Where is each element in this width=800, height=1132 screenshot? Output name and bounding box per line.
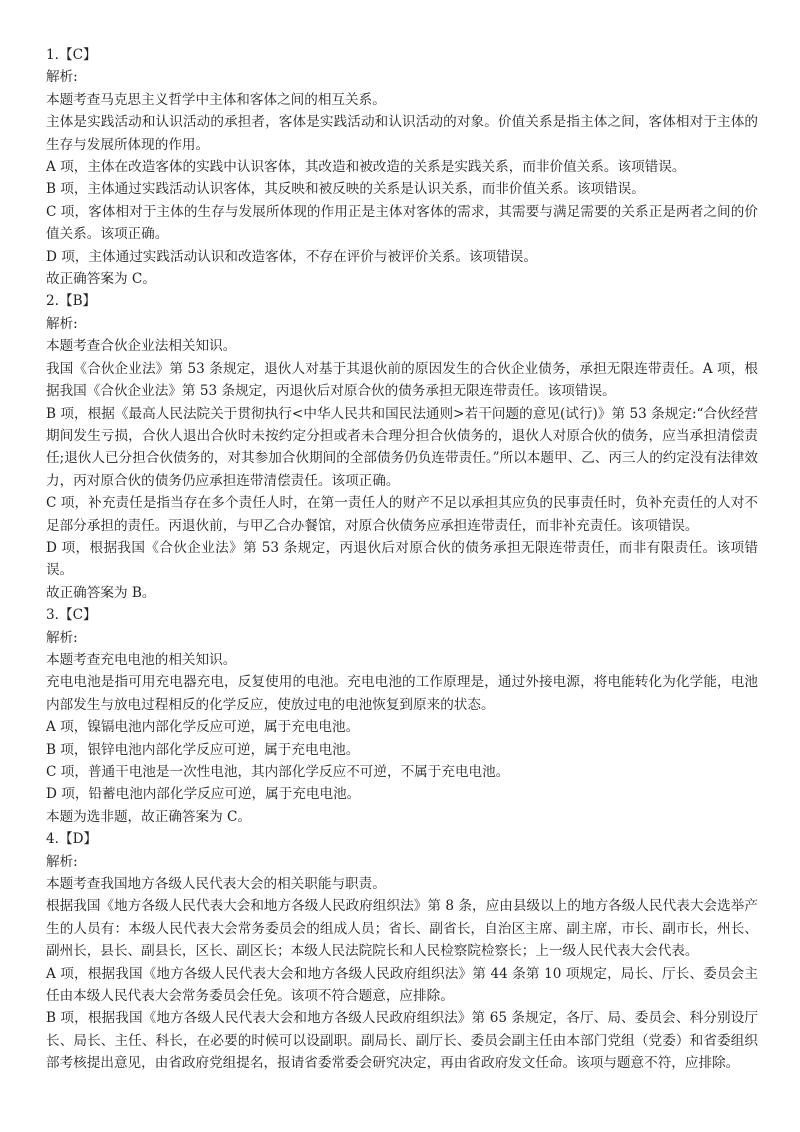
answer-document <box>46 44 758 1075</box>
question-header: 3.【C】 <box>46 607 97 624</box>
option-a-analysis: A 项，根据我国《地方各级人民代表大会和地方各级人民政府组织法》第 44 条第 10 项规定，局长、厅长、委员会主任由本级人民代表大会常务委员会任免。该项不符合题意，应排除。 <box>46 965 758 1005</box>
paragraph: 本题考查充电电池的相关知识。 <box>46 651 237 668</box>
option-d-analysis: D 项，主体通过实践活动认识和改造客体，不存在评价与被评价关系。该项错误。 <box>46 248 537 265</box>
paragraph: 根据我国《地方各级人民代表大会和地方各级人民政府组织法》第 8 条，应由县级以上的地方各级人民代表大会选举产生的人员有：本级人民代表大会常务委员会的组成人员；省长、副省长，自治区主席、副主席，市长、副市长，州长、副州长，县长、副县长，区长、副区长；本级人民法院院长和人民检察院检察长；上一级人民代表大会代表。 <box>46 898 758 960</box>
option-b-analysis: B 项，根据《最高人民法院关于贯彻执行<中华人民共和国民法通则>若干问题的意见(试行)》第 53 条规定:“合伙经营期间发生亏损，合伙人退出合伙时未按约定分担或者未合理分担合伙债务的，退伙人对原合伙的债务，应当承担清偿责任;退伙人已分担合伙债务的，对其参加合伙期间的全部债务仍负连带责任。”所以本题甲、乙、丙三人的约定没有法律效力，丙对原合伙的债务仍应承担连带清偿责任。该项正确。 <box>46 405 758 489</box>
answer-conclusion: 本题为选非题，故正确答案为 C。 <box>46 808 252 825</box>
paragraph: 本题考查我国地方各级人民代表大会的相关职能与职责。 <box>46 876 386 893</box>
question-header: 2.【B】 <box>46 293 97 310</box>
paragraph: 我国《合伙企业法》第 53 条规定，退伙人对基于其退伙前的原因发生的合伙企业债务，承担无限连带责任。A 项，根据我国《合伙企业法》第 53 条规定，丙退伙后对原合伙的债务承担无限连带责任。该项错误。 <box>46 360 758 400</box>
answer-conclusion: 故正确答案为 B。 <box>46 584 156 601</box>
question-2 <box>46 290 758 604</box>
question-3 <box>46 604 758 828</box>
analysis-label: 解析: <box>46 629 78 646</box>
question-1 <box>46 44 758 290</box>
option-d-analysis: D 项，根据我国《合伙企业法》第 53 条规定，丙退伙后对原合伙的债务承担无限连带责任，而非有限责任。该项错误。 <box>46 539 758 579</box>
analysis-label: 解析: <box>46 315 78 332</box>
paragraph: 主体是实践活动和认识活动的承担者，客体是实践活动和认识活动的对象。价值关系是指主体之间，客体相对于主体的生存与发展所体现的作用。 <box>46 114 758 153</box>
option-d-analysis: D 项，铅蓄电池内部化学反应可逆，属于充电电池。 <box>46 786 361 803</box>
question-4 <box>46 828 758 1074</box>
option-b-analysis: B 项，根据我国《地方各级人民代表大会和地方各级人民政府组织法》第 65 条规定，各厅、局、委员会、科分别设厅长、局长、主任、科长，在必要的时候可以设副职。副局长、副厅长、委员会副主任由本部门党组（党委）和省委组织部考核提出意见，由省政府党组提名，报请省委常委会研究决定，再由省政府发文任命。该项与题意不符，应排除。 <box>46 1010 758 1072</box>
paragraph: 充电电池是指可用充电器充电，反复使用的电池。充电电池的工作原理是，通过外接电源，将电能转化为化学能，电池内部发生与放电过程相反的化学反应，使放过电的电池恢复到原来的状态。 <box>46 674 758 713</box>
paragraph: 本题考查合伙企业法相关知识。 <box>46 338 237 355</box>
analysis-label: 解析: <box>46 69 78 86</box>
analysis-label: 解析: <box>46 853 78 870</box>
question-header: 4.【D】 <box>46 831 98 848</box>
question-header: 1.【C】 <box>46 47 97 63</box>
option-b-analysis: B 项，主体通过实践活动认识客体，其反映和被反映的关系是认识关系，而非价值关系。该项错误。 <box>46 181 645 198</box>
option-b-analysis: B 项，银锌电池内部化学反应可逆，属于充电电池。 <box>46 741 360 758</box>
option-c-analysis: C 项，客体相对于主体的生存与发展所体现的作用正是主体对客体的需求，其需要与满足需要的关系正是两者之间的价值关系。该项正确。 <box>46 203 758 243</box>
answer-conclusion: 故正确答案为 C。 <box>46 271 156 288</box>
option-a-analysis: A 项，镍镉电池内部化学反应可逆，属于充电电池。 <box>46 719 360 736</box>
option-c-analysis: C 项，普通干电池是一次性电池，其内部化学反应不可逆，不属于充电电池。 <box>46 764 510 780</box>
option-c-analysis: C 项，补充责任是指当存在多个责任人时，在第一责任人的财产不足以承担其应负的民事责任时，负补充责任的人对不足部分承担的责任。丙退伙前，与甲乙合办餐馆，对原合伙债务应承担连带责任，而非补充责任。该项错误。 <box>46 495 758 534</box>
paragraph: 本题考查马克思主义哲学中主体和客体之间的相互关系。 <box>46 91 386 108</box>
option-a-analysis: A 项，主体在改造客体的实践中认识客体，其改造和被改造的关系是实践关系，而非价值关系。该项错误。 <box>46 159 686 176</box>
